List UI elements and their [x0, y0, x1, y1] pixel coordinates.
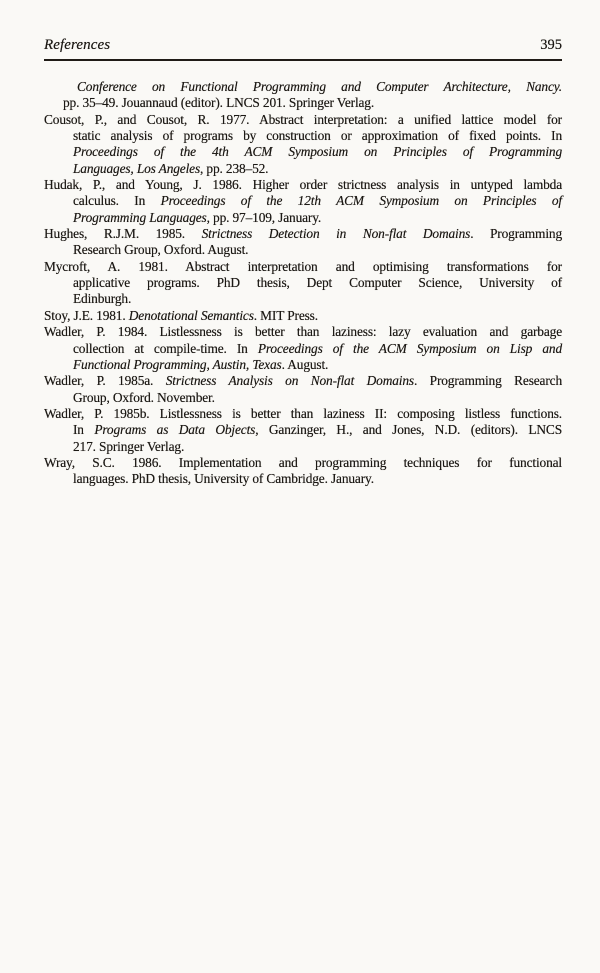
reference-line: [44, 177, 562, 193]
reference-segment-text: static analysis of programs by construction or approximation of fixed points. In: [73, 128, 562, 144]
reference-line: [73, 275, 562, 291]
reference-line: [77, 79, 562, 95]
reference-line: [73, 439, 562, 455]
reference-segment-text: Edinburgh.: [73, 291, 132, 307]
reference-line: [44, 406, 562, 422]
reference-line: [73, 291, 562, 307]
reference-segment-italic: Conference on Functional Programming and Computer Architecture, Nancy.: [77, 79, 562, 94]
reference-line: [73, 422, 562, 438]
reference-segment-text: Mycroft, A. 1981. Abstract interpretation and optimising transformations for: [44, 258, 562, 274]
reference-segment-text: Hughes, R.J.M. 1985.: [44, 226, 202, 242]
reference-line: [73, 210, 562, 226]
reference-entry: [44, 79, 562, 112]
reference-line: [73, 341, 562, 357]
reference-segment-text: . Programming Research: [413, 373, 562, 389]
reference-line: [73, 242, 562, 258]
reference-line: [73, 144, 562, 160]
reference-segment-text: Stoy, J.E. 1981.: [44, 307, 129, 323]
reference-segment-text: Wray, S.C. 1986. Implementation and programming techniques for functional: [44, 454, 562, 470]
reference-segment-text: , pp. 97–109, January.: [206, 209, 322, 225]
reference-segment-text: pp. 35–49. Jouannaud (editor). LNCS 201. Springer Verlag.: [63, 95, 375, 111]
reference-segment-italic: Proceedings of the 4th ACM Symposium on Principles of Programming: [73, 144, 562, 160]
reference-segment-text: Wadler, P. 1985a.: [44, 373, 166, 389]
reference-line: [44, 455, 562, 471]
reference-segment-text: Wadler, P. 1984. Listlessness is better than laziness: lazy evaluation and garbage: [44, 324, 562, 340]
reference-line: [44, 308, 562, 324]
reference-segment-italic: Languages, Los Angeles: [73, 160, 201, 176]
reference-segment-text: , pp. 238–52.: [200, 160, 269, 176]
reference-segment-text: . August.: [281, 356, 329, 372]
reference-segment-italic: Strictness Analysis on Non-flat Domains: [165, 373, 414, 389]
reference-segment-italic: Strictness Detection in Non-flat Domains: [201, 226, 471, 242]
section-title: References: [44, 37, 111, 53]
reference-entry: [44, 455, 562, 488]
reference-line: [73, 471, 562, 487]
reference-segment-text: languages. PhD thesis, University of Cambridge. January.: [73, 471, 374, 487]
reference-segment-text: . Programming: [470, 226, 562, 242]
page-number: 395: [540, 37, 562, 53]
reference-line: [44, 112, 562, 128]
reference-line: [73, 390, 562, 406]
reference-segment-text: , Ganzinger, H., and Jones, N.D. (editors). LNCS: [255, 422, 563, 438]
reference-segment-text: Cousot, P., and Cousot, R. 1977. Abstract interpretation: a unified lattice model for: [44, 111, 562, 127]
reference-line: [44, 373, 562, 389]
reference-line: [44, 226, 562, 242]
reference-line: [44, 324, 562, 340]
reference-entry: [44, 112, 562, 177]
reference-segment-italic: Programs as Data Objects: [94, 422, 256, 438]
reference-segment-text: . MIT Press.: [253, 307, 318, 323]
reference-line: [63, 95, 562, 111]
reference-entry: [44, 177, 562, 226]
reference-entry: [44, 226, 562, 259]
reference-segment-text: 217. Springer Verlag.: [73, 438, 185, 454]
reference-list: [44, 79, 562, 488]
reference-line: [44, 259, 562, 275]
reference-entry: [44, 259, 562, 308]
reference-segment-italic: Programming Languages: [73, 209, 207, 225]
reference-segment-italic: Proceedings of the 12th ACM Symposium on Principles of: [160, 193, 562, 209]
reference-segment-italic: Denotational Semantics: [128, 307, 254, 323]
reference-entry: [44, 373, 562, 406]
reference-entry: [44, 308, 562, 324]
reference-segment-text: Group, Oxford. November.: [73, 389, 215, 405]
reference-segment-text: applicative programs. PhD thesis, Dept Computer Science, University of: [73, 275, 562, 291]
reference-segment-italic: Functional Programming, Austin, Texas: [73, 356, 282, 372]
reference-line: [73, 357, 562, 373]
reference-segment-text: In: [73, 422, 95, 438]
reference-segment-text: calculus. In: [73, 193, 161, 209]
reference-line: [73, 161, 562, 177]
reference-segment-italic: Proceedings of the ACM Symposium on Lisp and: [257, 340, 562, 356]
reference-segment-text: collection at compile-time. In: [73, 340, 258, 356]
reference-segment-text: Hudak, P., and Young, J. 1986. Higher order strictness analysis in untyped lambda: [44, 177, 562, 193]
reference-entry: [44, 406, 562, 455]
reference-line: [73, 193, 562, 209]
running-head: [44, 37, 562, 54]
header-rule: [44, 59, 562, 61]
reference-segment-text: Wadler, P. 1985b. Listlessness is better than laziness II: composing listless functions.: [44, 405, 562, 421]
reference-line: [73, 128, 562, 144]
reference-segment-text: Research Group, Oxford. August.: [73, 242, 249, 258]
reference-entry: [44, 324, 562, 373]
